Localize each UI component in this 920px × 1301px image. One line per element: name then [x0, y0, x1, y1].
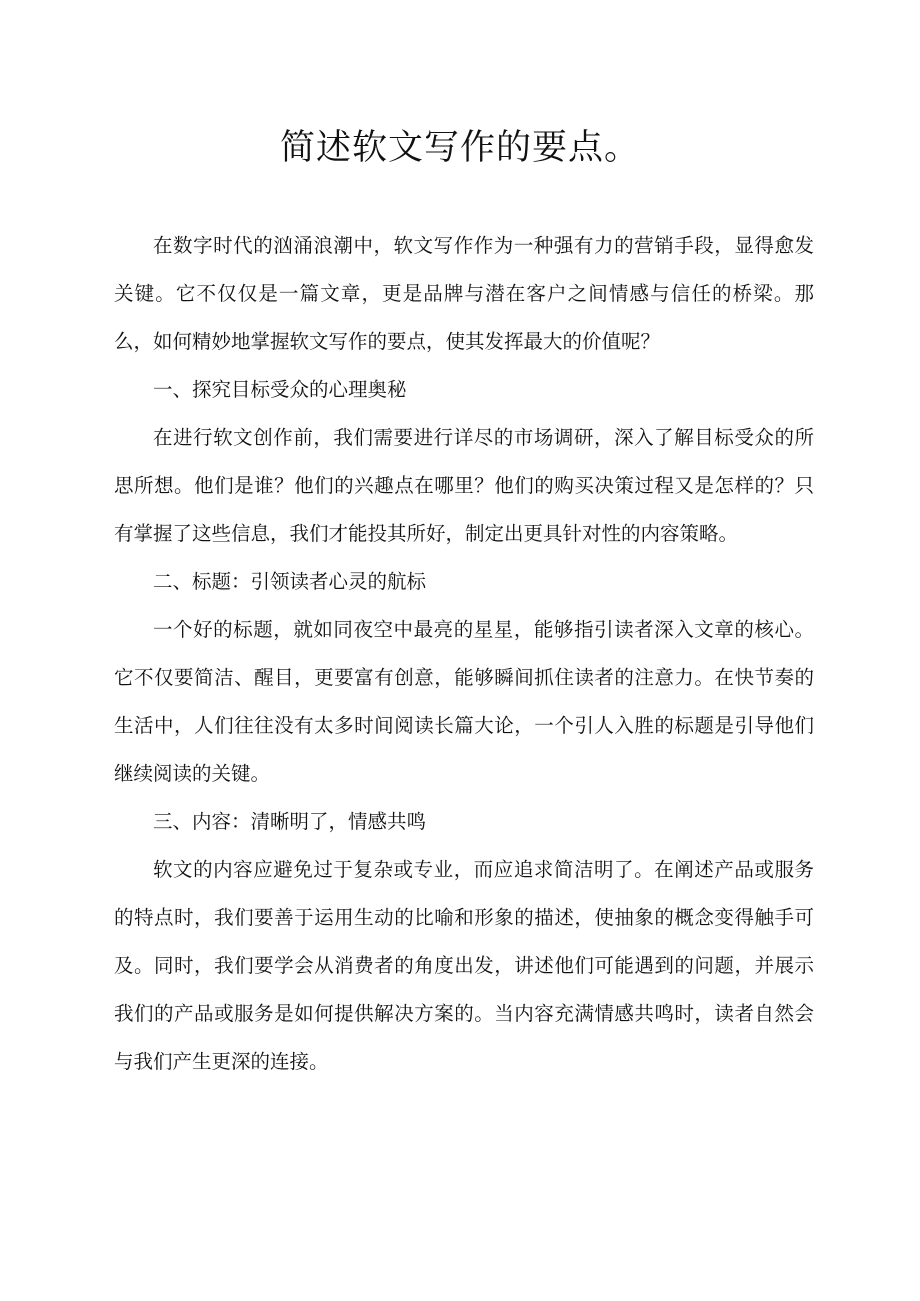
section-paragraph-3: 软文的内容应避免过于复杂或专业，而应追求简洁明了。在阐述产品或服务的特点时，我们要善于运用生动的比喻和形象的描述，使抽象的概念变得触手可及。同时，我们要学会从消费者的角度出发，讲述他们可能遇到的问题，并展示我们的产品或服务是如何提供解决方案的。当内容充满情感共鸣时，读者自然会与我们产生更深的连接。 — [114, 858, 814, 1073]
section-paragraph-1: 在进行软文创作前，我们需要进行详尽的市场调研，深入了解目标受众的所思所想。他们是谁？他们的兴趣点在哪里？他们的购买决策过程又是怎样的？只有掌握了这些信息，我们才能投其所好，制定出更具针对性的内容策略。 — [114, 426, 814, 545]
document-title: 简述软文写作的要点。 — [279, 128, 640, 168]
section-heading-2: 二、标题：引领读者心灵的航标 — [153, 570, 427, 593]
section-heading-1: 一、探究目标受众的心理奥秘 — [153, 378, 407, 401]
section-paragraph-2: 一个好的标题，就如同夜空中最亮的星星，能够指引读者深入文章的核心。它不仅要简洁、醒目，更要富有创意，能够瞬间抓住读者的注意力。在快节奏的生活中，人们往往没有太多时间阅读长篇大论，一个引人入胜的标题是引导他们继续阅读的关键。 — [114, 618, 814, 785]
section-heading-3: 三、内容：清晰明了，情感共鸣 — [153, 810, 427, 833]
intro-paragraph: 在数字时代的汹涌浪潮中，软文写作作为一种强有力的营销手段，显得愈发关键。它不仅仅是一篇文章，更是品牌与潜在客户之间情感与信任的桥梁。那么，如何精妙地掌握软文写作的要点，使其发挥最大的价值呢？ — [114, 234, 814, 353]
document-body — [114, 222, 814, 1086]
